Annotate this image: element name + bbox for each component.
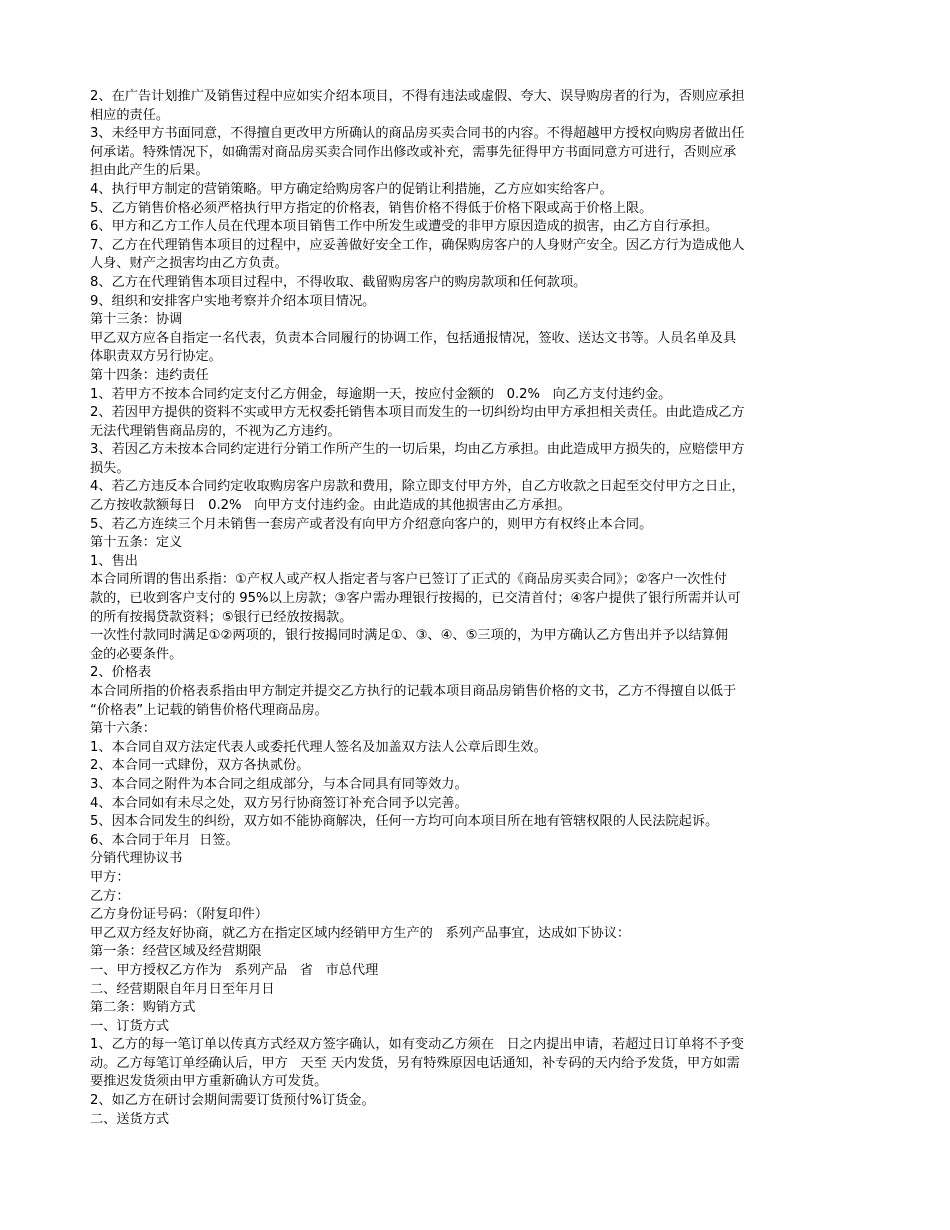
text-line: 3、未经甲方书面同意，不得擅自更改甲方所确认的商品房买卖合同书的内容。不得超越甲方授权向购房者做出任 — [90, 126, 745, 142]
text-line: 乙方身份证号码：（附复印件） — [90, 907, 269, 923]
text-line: 1、乙方的每一笔订单以传真方式经双方签字确认，如有变动乙方须在 日之内提出申请，若超过日订单将不予变 — [90, 1037, 744, 1053]
text-line: 2、若因甲方提供的资料不实或甲方无权委托销售本项目而发生的一切纠纷均由甲方承担相关责任。由此造成乙方 — [90, 405, 745, 421]
text-line: 9、组织和安排客户实地考察并介绍本项目情况。 — [90, 293, 376, 309]
text-line: 3、本合同之附件为本合同之组成部分，与本合同具有同等效力。 — [90, 776, 468, 792]
text-line: 第一条：经营区域及经营期限 — [90, 944, 262, 960]
text-line: 第十四条：违约责任 — [90, 367, 209, 383]
text-line: 二、经营期限自年月日至年月日 — [90, 981, 275, 997]
text-line: 第二条：购销方式 — [90, 1000, 196, 1016]
text-line: 3、若因乙方未按本合同约定进行分销工作所产生的一切后果，均由乙方承担。由此造成甲方损失的，应赔偿甲方 — [90, 442, 745, 458]
text-line: 相应的责任。 — [90, 107, 170, 123]
text-line: 2、在广告计划推广及销售过程中应如实介绍本项目，不得有违法或虚假、夸大、误导购房者的行为，否则应承担 — [90, 89, 745, 104]
text-line: 8、乙方在代理销售本项目过程中，不得收取、截留购房客户的购房款项和任何款项。 — [90, 274, 587, 290]
text-line: 5、因本合同发生的纠纷，双方如不能协商解决，任何一方均可向本项目所在地有管辖权限的人民法院起诉。 — [90, 814, 719, 830]
text-line: 第十五条：定义 — [90, 535, 183, 551]
text-line: 担由此产生的后果。 — [90, 163, 209, 179]
text-line: 金的必要条件。 — [90, 646, 183, 662]
text-line: 的所有按揭贷款资料；⑤银行已经放按揭款。 — [90, 609, 353, 625]
text-line: 二、送货方式 — [90, 1111, 170, 1127]
text-line: 动。乙方每笔订单经确认后，甲方 天至 天内发货，另有特殊原因电话通知，补专码的天内给予发货，甲方如需 — [90, 1055, 740, 1071]
text-line: 5、乙方销售价格必须严格执行甲方指定的价格表，销售价格不得低于价格下限或高于价格上限。 — [90, 200, 653, 216]
text-line: 1、本合同自双方法定代表人或委托代理人签名及加盖双方法人公章后即生效。 — [90, 739, 547, 755]
text-line: 一次性付款同时满足①②两项的，银行按揭同时满足①、③、④、⑤三项的，为甲方确认乙方售出并予以结算佣 — [90, 628, 728, 644]
text-line: 2、价格表 — [90, 665, 152, 681]
text-line: 第十三条：协调 — [90, 312, 183, 328]
text-line: 甲乙双方应各自指定一名代表，负责本合同履行的协调工作，包括通报情况，签收、送达文书等。人员名单及具 — [90, 330, 737, 346]
text-line: 2、本合同一式肆份，双方各执贰份。 — [90, 758, 310, 774]
text-line: 款的，已收到客户支付的 95%以上房款；③客户需办理银行按揭的，已交清首付；④客户提供了银行所需并认可 — [90, 591, 741, 607]
text-line: 乙方： — [90, 888, 130, 904]
text-line: 2、如乙方在研讨会期间需要订货预付%订货金。 — [90, 1093, 375, 1109]
text-line: 分销代理协议书 — [90, 851, 183, 867]
text-line: 4、执行甲方制定的营销策略。甲方确定给购房客户的促销让利措施，乙方应如实给客户。 — [90, 181, 613, 197]
text-line: 损失。 — [90, 460, 130, 476]
text-line: 第十六条： — [90, 721, 156, 737]
text-line: 人身、财产之损害均由乙方负责。 — [90, 256, 288, 272]
text-line: 要推迟发货须由甲方重新确认方可发货。 — [90, 1074, 328, 1090]
text-line: 体职责双方另行协定。 — [90, 349, 222, 365]
text-line: 一、甲方授权乙方作为 系列产品 省 市总代理 — [90, 962, 379, 978]
text-line: 4、本合同如有未尽之处，双方另行协商签订补充合同予以完善。 — [90, 795, 468, 811]
text-line: 一、订货方式 — [90, 1018, 170, 1034]
text-line: “价格表”上记载的销售价格代理商品房。 — [90, 702, 328, 718]
text-line: 4、若乙方违反本合同约定收取购房客户房款和费用，除立即支付甲方外，自乙方收款之日起至交付甲方之日止， — [90, 479, 745, 495]
text-line: 何承诺。特殊情况下，如确需对商品房买卖合同作出修改或补充，需事先征得甲方书面同意方可进行，否则应承 — [90, 144, 737, 160]
text-line: 6、甲方和乙方工作人员在代理本项目销售工作中所发生或遭受的非甲方原因造成的损害，由乙方自行承担。 — [90, 219, 719, 235]
text-line: 1、若甲方不按本合同约定支付乙方佣金，每逾期一天，按应付金额的 0.2% 向乙方支付违约金。 — [90, 386, 672, 402]
text-line: 乙方按收款额每日 0.2% 向甲方支付违约金。由此造成的其他损害由乙方承担。 — [90, 498, 571, 514]
document-body — [90, 88, 865, 1129]
text-line: 5、若乙方连续三个月未销售一套房产或者没有向甲方介绍意向客户的，则甲方有权终止本合同。 — [90, 516, 653, 532]
text-line: 6、本合同于年月 日签。 — [90, 832, 239, 848]
text-line: 本合同所谓的售出系指：①产权人或产权人指定者与客户已签订了正式的《商品房买卖合同》；②客户一次性付 — [90, 572, 727, 588]
text-line: 甲乙双方经友好协商，就乙方在指定区域内经销甲方生产的 系列产品事宜，达成如下协议： — [90, 925, 631, 941]
text-line: 本合同所指的价格表系指由甲方制定并提交乙方执行的记载本项目商品房销售价格的文书，乙方不得擅自以低于 — [90, 684, 737, 699]
text-line: 7、乙方在代理销售本项目的过程中，应妥善做好安全工作，确保购房客户的人身财产安全。因乙方行为造成他人 — [90, 237, 745, 253]
text-line: 1、售出 — [90, 553, 138, 569]
text-line: 无法代理销售商品房的，不视为乙方违约。 — [90, 423, 341, 439]
text-line: 甲方： — [90, 869, 130, 885]
